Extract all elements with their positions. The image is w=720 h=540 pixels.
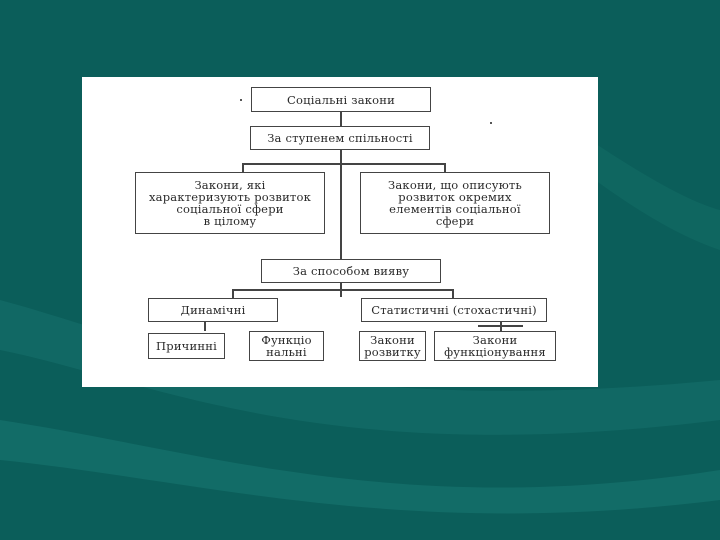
connector bbox=[204, 322, 206, 331]
laws-whole-box: Закони, які характеризують розвиток соціальної сфери в цілому bbox=[135, 172, 325, 234]
functional-box: Функціо нальні bbox=[249, 331, 324, 361]
connector bbox=[232, 289, 452, 291]
connector bbox=[242, 163, 244, 172]
development-laws-box: Закони розвитку bbox=[359, 331, 426, 361]
connector bbox=[242, 163, 444, 165]
by-manifestation-box: За способом вияву bbox=[261, 259, 441, 283]
causal-box: Причинні bbox=[148, 333, 225, 359]
functioning-laws-box: Закони функціонування bbox=[434, 331, 556, 361]
connector bbox=[232, 289, 234, 298]
by-generality-box: За ступенем спільності bbox=[250, 126, 430, 150]
connector bbox=[500, 322, 502, 331]
scan-speck bbox=[490, 122, 492, 124]
scan-speck bbox=[240, 99, 242, 101]
dynamic-box: Динамічні bbox=[148, 298, 278, 322]
statistical-box: Статистичні (стохастичні) bbox=[361, 298, 547, 322]
laws-elements-box: Закони, що описують розвиток окремих елементів соціальної сфери bbox=[360, 172, 550, 234]
diagram-sheet bbox=[82, 77, 598, 387]
connector bbox=[340, 112, 342, 126]
connector bbox=[340, 150, 342, 259]
connector bbox=[444, 163, 446, 172]
root-box: Соціальні закони bbox=[251, 87, 431, 112]
connector bbox=[452, 289, 454, 298]
connector bbox=[478, 325, 523, 327]
